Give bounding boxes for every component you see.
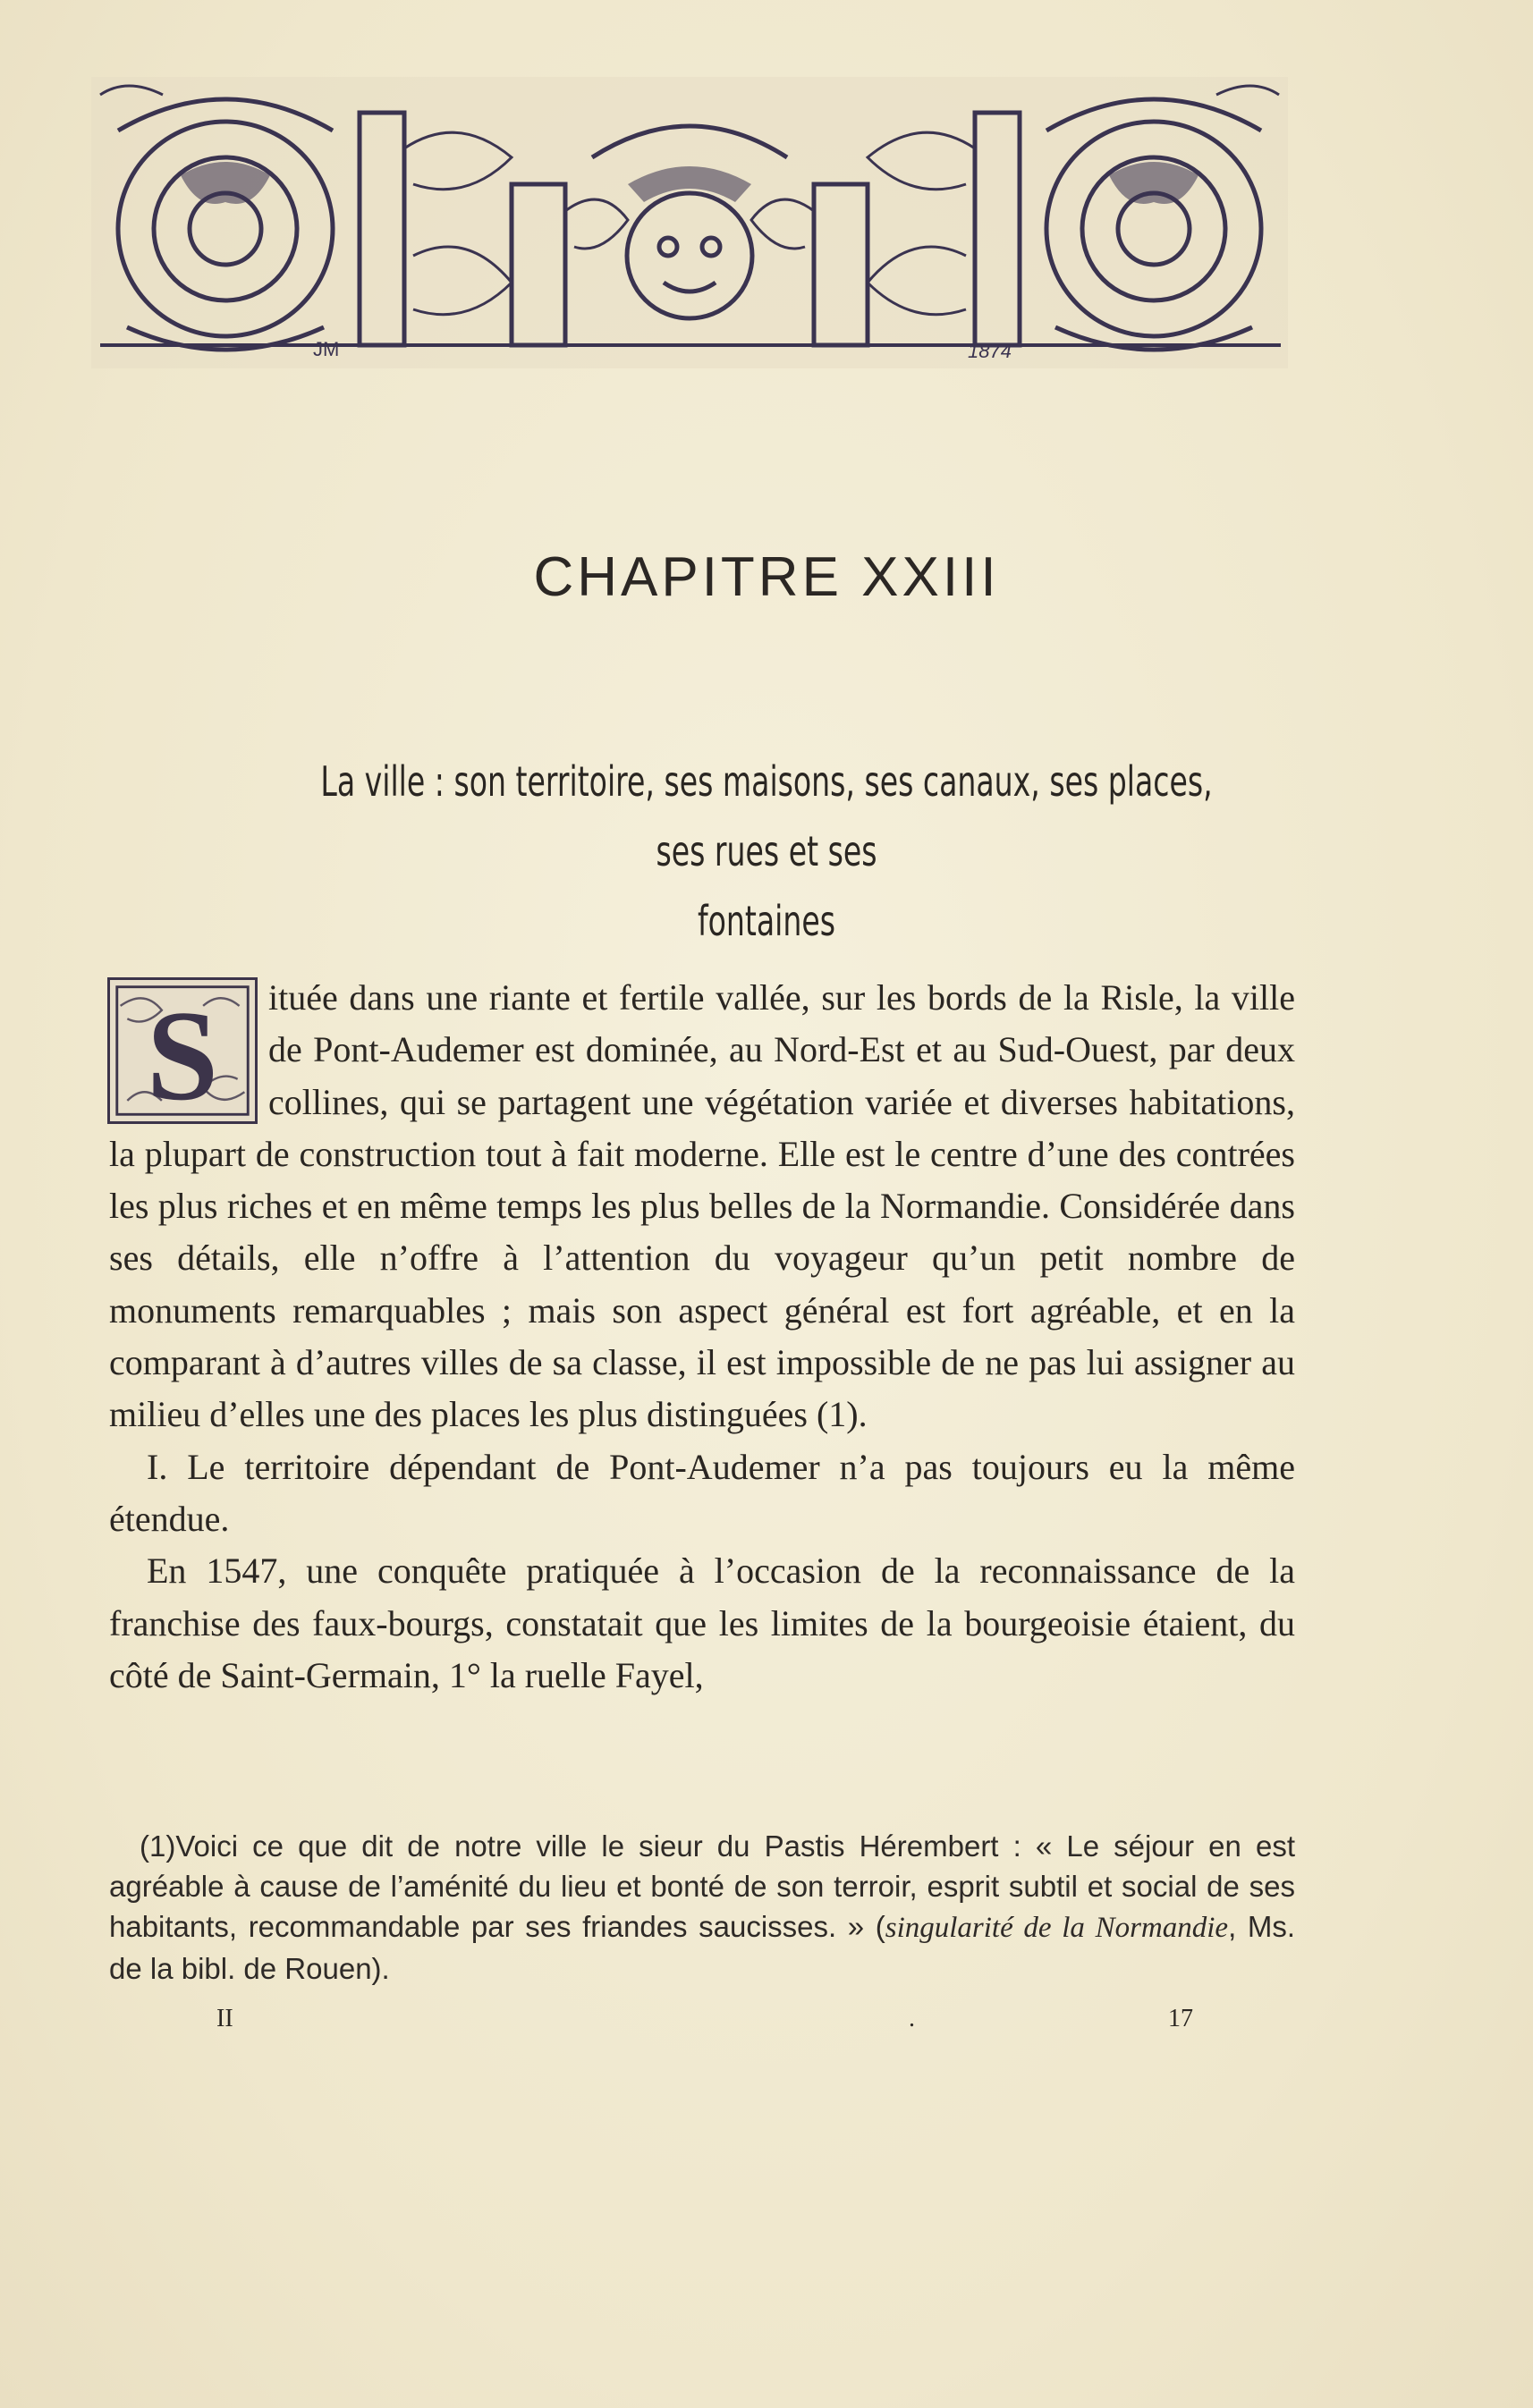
ornamental-headpiece xyxy=(91,77,1288,368)
paragraph-2: I. Le territoire dépendant de Pont-Audemer n’a pas toujours eu la même étendue. xyxy=(109,1446,1295,1539)
subtitle-line-2: fontaines xyxy=(697,897,836,945)
signature-mark: II xyxy=(216,2005,233,2032)
footnote-text-after: , Ms. de la bibl. de Rouen). xyxy=(109,1910,1295,1985)
footnote-text-before: (1)Voici ce que dit de notre ville le sieur du Pastis Hérembert : « Le séjour en est agréable à cause de l’aménité du lieu et bonté de son terroir, esprit subtil et social de ses habitants, recommandable par ses friandes saucisses. » ( xyxy=(109,1829,1295,1943)
headpiece-engraving xyxy=(91,77,1288,368)
body-text xyxy=(109,972,1295,1702)
headpiece-monogram: JM xyxy=(313,338,340,360)
signature-dot: . xyxy=(909,2005,915,2032)
decorated-initial xyxy=(107,977,258,1124)
footnote-text xyxy=(109,1826,1295,1989)
footnote xyxy=(109,1826,1295,1989)
headpiece-date: 1874 xyxy=(968,340,1012,362)
chapter-title: CHAPITRE XXIII xyxy=(533,546,1000,608)
page-number: 17 xyxy=(1168,2005,1193,2032)
subtitle-line-1: La ville : son territoire, ses maisons, ses canaux, ses places, ses rues et ses xyxy=(320,757,1213,875)
footnote-italic: singularité de la Normandie xyxy=(885,1912,1229,1944)
decorated-initial-art xyxy=(110,980,255,1121)
decorated-initial-letter: S xyxy=(146,984,219,1121)
paragraph-3: En 1547, une conquête pratiquée à l’occasion de la reconnaissance de la franchise des faux-bourgs, constatait que les limites de la bourgeoisie étaient, du côté de Saint-Germain, 1° la ruelle Fayel, xyxy=(109,1550,1295,1695)
paragraph-1: ituée dans une riante et fertile vallée, sur les bords de la Risle, la ville de Pont-Audemer est dominée, au Nord-Est et au Sud-Ouest, par deux collines, qui se partagent une végétation variée et diverses habitations, la plupart de construction tout à fait moderne. Elle est le centre d’une des contrées les plus riches et en même temps les plus belles de la Normandie. Considérée dans ses détails, elle n’offre à l’attention du voyageur qu’un petit nombre de monuments remarquables ; mais son aspect général est fort agréable, et en la comparant à d’autres villes de sa classe, il est impossible de ne pas lui assigner au milieu d’elles une des places les plus distinguées (1). xyxy=(109,977,1295,1435)
chapter-subtitle xyxy=(318,747,1215,956)
